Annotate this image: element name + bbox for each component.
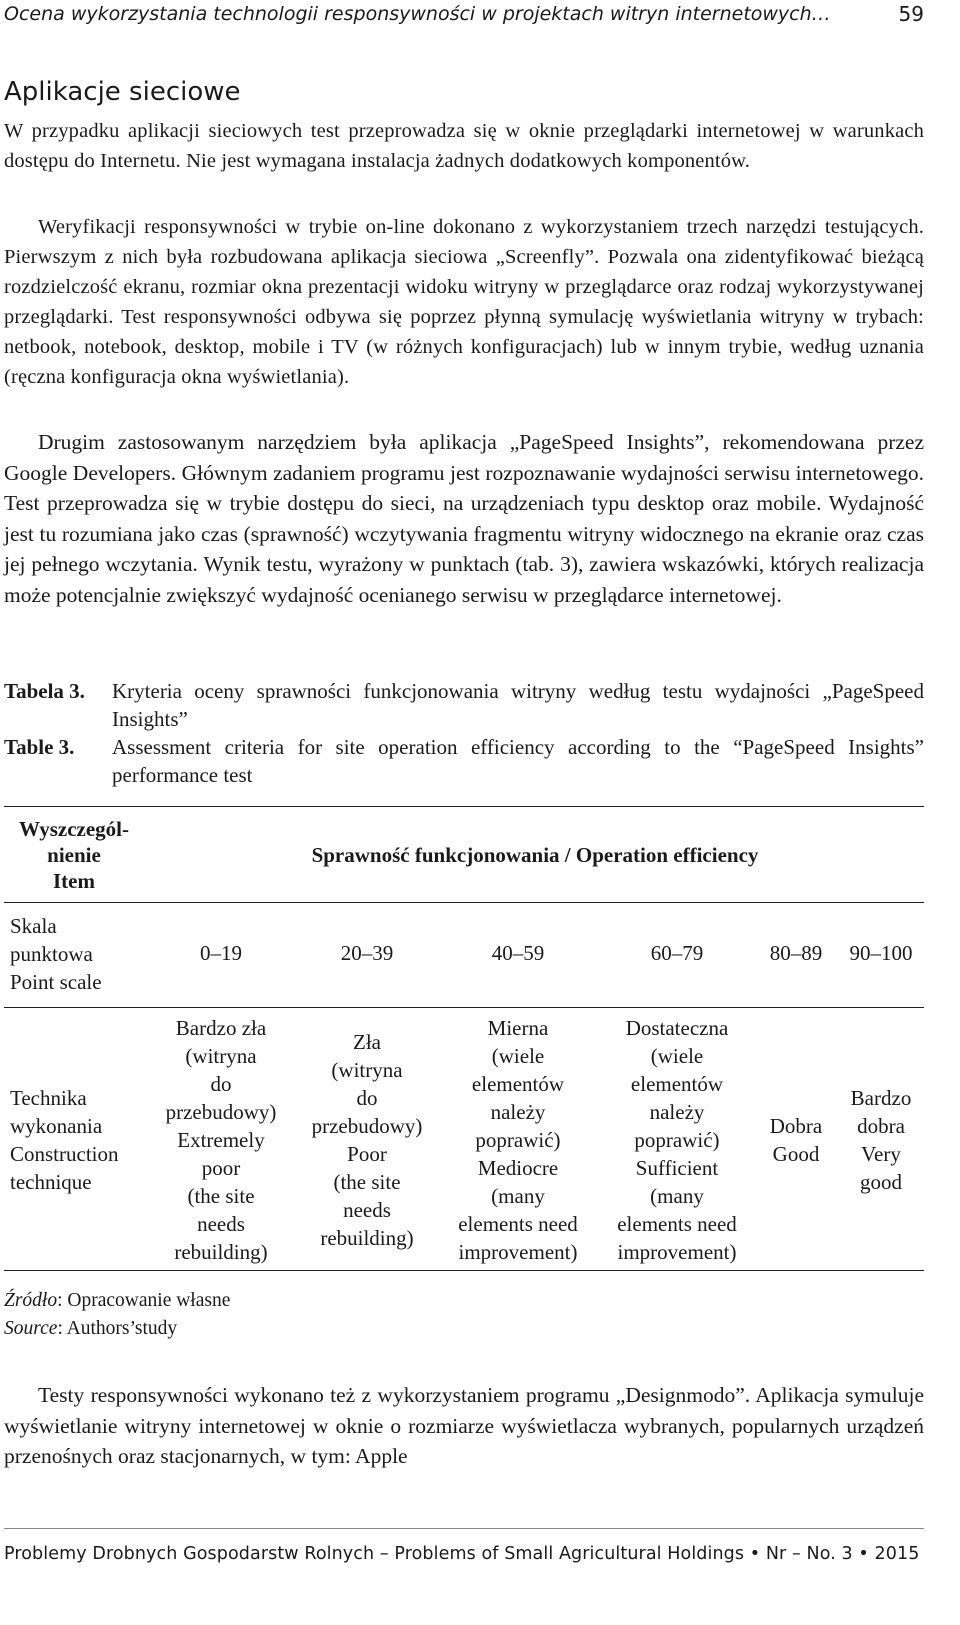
- table-cell: Bardzo zła (witryna do przebudowy) Extremely poor (the site needs rebuilding): [165, 1016, 277, 1264]
- table-header-rule: [4, 902, 924, 903]
- table-head-item: Wyszczegól- nienie Item: [18, 817, 129, 893]
- source-pl-text: : Opracowanie własne: [57, 1290, 231, 1311]
- caption-pl-label: Tabela 3.: [4, 679, 85, 703]
- source-en: [4, 1315, 230, 1343]
- source-note: [4, 1287, 230, 1343]
- table-bottom-rule: [4, 1270, 924, 1271]
- table-cell: 0–19: [200, 941, 242, 965]
- table-row-rule: [4, 1007, 924, 1008]
- table-cell: Dostateczna (wiele elementów należy poprawić) Sufficient (many elements need improvement): [617, 1016, 737, 1264]
- table-cell: 60–79: [650, 941, 704, 965]
- table-cell: Zła (witryna do przebudowy) Poor (the site needs rebuilding): [311, 1030, 423, 1250]
- running-header: [4, 0, 924, 28]
- source-pl: [4, 1287, 230, 1315]
- table-cell: 80–89: [769, 941, 823, 965]
- footer-rule: [4, 1528, 924, 1529]
- table-cell: 90–100: [849, 941, 913, 965]
- paragraph-3: Drugim zastosowanym narzędziem była aplikacja „PageSpeed Insights”, rekomendowana przez Google Developers. Głównym zadaniem programu jest rozpoznawanie wydajności serwisu internetowego. Test przeprowadza się w trybie dostępu do sieci, na urządzeniach typu desktop oraz mobile. Wydajność jest tu rozumiana jako czas (sprawność) wczytywania fragmentu witryny widocznego na ekranie oraz czas jej pełnego wczytania. Wynik testu, wyrażony w punktach (tab. 3), zawiera wskazówki, których realizacja może potencjalnie zwiększyć wydajność ocenianego serwisu w przeglądarce internetowej.: [4, 430, 924, 607]
- table-top-rule: [4, 806, 924, 807]
- caption-en-label: Table 3.: [4, 735, 75, 759]
- journal-footer: Problemy Drobnych Gospodarstw Rolnych – Problems of Small Agricultural Holdings • Nr – No. 3 • 2015: [4, 1544, 920, 1564]
- running-title: Ocena wykorzystania technologii responsywności w projektach witryn internetowych…: [4, 3, 831, 25]
- table-cell: 20–39: [340, 941, 394, 965]
- source-en-text: : Authors’study: [57, 1318, 178, 1339]
- caption-en-text: Assessment criteria for site operation efficiency according to the “PageSpeed Insights” performance test: [112, 735, 924, 787]
- caption-en: [4, 733, 924, 789]
- table-cell: 40–59: [491, 941, 545, 965]
- source-en-label: Source: [4, 1318, 58, 1339]
- caption-pl-text: Kryteria oceny sprawności funkcjonowania witryny według testu wydajności „PageSpeed Insights”: [112, 679, 924, 731]
- table-cell: Dobra Good: [769, 1114, 823, 1166]
- table-head-efficiency: Sprawność funkcjonowania / Operation efficiency: [311, 843, 759, 867]
- table-scale-label: Skala punktowa Point scale: [10, 914, 102, 994]
- table-caption: [4, 677, 924, 789]
- table-cell: Mierna (wiele elementów należy poprawić) Mediocre (many elements need improvement): [458, 1016, 578, 1264]
- closing-paragraph: Testy responsywności wykonano też z wykorzystaniem programu „Designmodo”. Aplikacja symuluje wyświetlanie witryny internetowej w oknie o rozmiarze wyświetlacza wybranych, popularnych urządzeń przenośnych oraz stacjonarnych, w tym: Apple: [4, 1383, 924, 1468]
- paragraph-1: W przypadku aplikacji sieciowych test przeprowadza się w oknie przeglądarki internetowej w warunkach dostępu do Internetu. Nie jest wymagana instalacja żadnych dodatkowych komponentów.: [4, 120, 924, 172]
- table-cell: Bardzo dobra Very good: [850, 1086, 912, 1194]
- source-pl-label: Źródło: [4, 1290, 58, 1311]
- section-heading: Aplikacje sieciowe: [4, 77, 241, 107]
- caption-pl: [4, 677, 924, 733]
- table-technique-label: Technika wykonania Construction technique: [10, 1086, 119, 1194]
- paragraph-2: Weryfikacji responsywności w trybie on-line dokonano z wykorzystaniem trzech narzędzi testujących. Pierwszym z nich była rozbudowana aplikacja sieciowa „Screenfly”. Pozwala ona zidentyfikować bieżącą rozdzielczość ekranu, rozmiar okna prezentacji widoku witryny w przeglądarce oraz rodzaj wykorzystywanej przeglądarki. Test responsywności odbywa się poprzez płynną symulację wyświetlania witryny w trybach: netbook, notebook, desktop, mobile i TV (w różnych konfiguracjach) lub w innym trybie, według uznania (ręczna konfiguracja okna wyświetlania).: [4, 216, 924, 388]
- page-number: 59: [898, 2, 924, 26]
